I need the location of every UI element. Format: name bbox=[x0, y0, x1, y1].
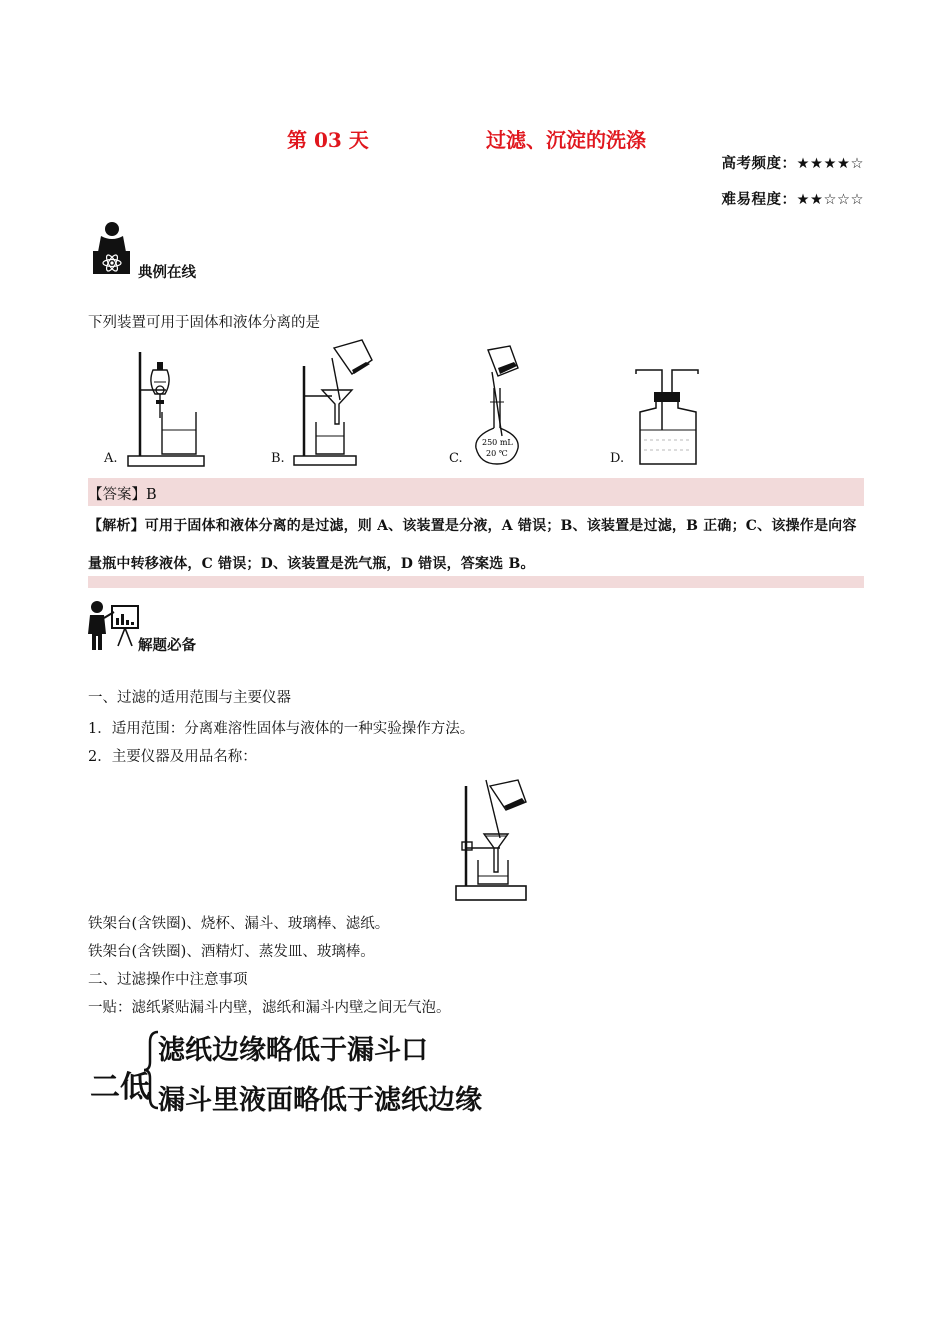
teacher-atom-icon bbox=[92, 220, 132, 276]
analysis-text: 【解析】可用于固体和液体分离的是过滤，则 A、该装置是分液，A 错误；B、该装置是过滤，B 正确；C、该操作是向容量瓶中转移液体，C 错误；D、该装置是洗气瓶，D 错误，答案选 B。 bbox=[88, 518, 857, 572]
answer-band bbox=[88, 478, 864, 506]
two-low-item-2: 漏斗里液面略低于滤纸边缘 bbox=[158, 1085, 482, 1116]
filtration-diagram bbox=[292, 340, 382, 468]
essentials-line-3: 2．主要仪器及用品名称： bbox=[88, 749, 257, 765]
answer-text: 【答案】B bbox=[88, 487, 157, 503]
instruments-line-1: 铁架台(含铁圈)、烧杯、漏斗、玻璃棒、滤纸。 bbox=[88, 916, 390, 932]
option-c-label: C. bbox=[449, 451, 463, 466]
exam-frequency: 高考频度：★★★★☆ bbox=[721, 156, 864, 172]
section-title-example: 典例在线 bbox=[138, 265, 196, 281]
day-label: 第 03 天 bbox=[287, 128, 369, 152]
instruments-line-2: 铁架台(含铁圈)、酒精灯、蒸发皿、玻璃棒。 bbox=[88, 944, 375, 960]
filtration-apparatus-figure bbox=[450, 776, 530, 904]
page-title: 过滤、沉淀的洗涤 bbox=[486, 128, 646, 152]
separatory-funnel-diagram bbox=[126, 350, 206, 468]
essentials-line-1: 一、过滤的适用范围与主要仪器 bbox=[88, 690, 291, 706]
section-title-essentials: 解题必备 bbox=[138, 638, 196, 654]
gas-washing-bottle-diagram bbox=[628, 370, 708, 468]
essentials-line-2: 1．适用范围：分离难溶性固体与液体的一种实验操作方法。 bbox=[88, 721, 475, 737]
flask-volume-label: 250 mL bbox=[482, 438, 513, 447]
two-low-label: 二低 bbox=[90, 1070, 150, 1105]
difficulty-level: 难易程度：★★☆☆☆ bbox=[721, 192, 864, 208]
notes-heading: 二、过滤操作中注意事项 bbox=[88, 972, 248, 988]
flask-temp-label: 20 ℃ bbox=[486, 449, 508, 458]
option-d-label: D. bbox=[610, 451, 625, 466]
one-stick-rule: 一贴：滤纸紧贴漏斗内壁，滤纸和漏斗内壁之间无气泡。 bbox=[88, 1000, 451, 1016]
option-a-label: A. bbox=[104, 451, 118, 466]
volumetric-flask-diagram bbox=[468, 344, 538, 468]
option-b-label: B. bbox=[271, 451, 285, 466]
question-text: 下列装置可用于固体和液体分离的是 bbox=[88, 315, 320, 331]
presenter-board-icon bbox=[88, 600, 140, 652]
two-low-item-1: 滤纸边缘略低于漏斗口 bbox=[158, 1035, 428, 1066]
